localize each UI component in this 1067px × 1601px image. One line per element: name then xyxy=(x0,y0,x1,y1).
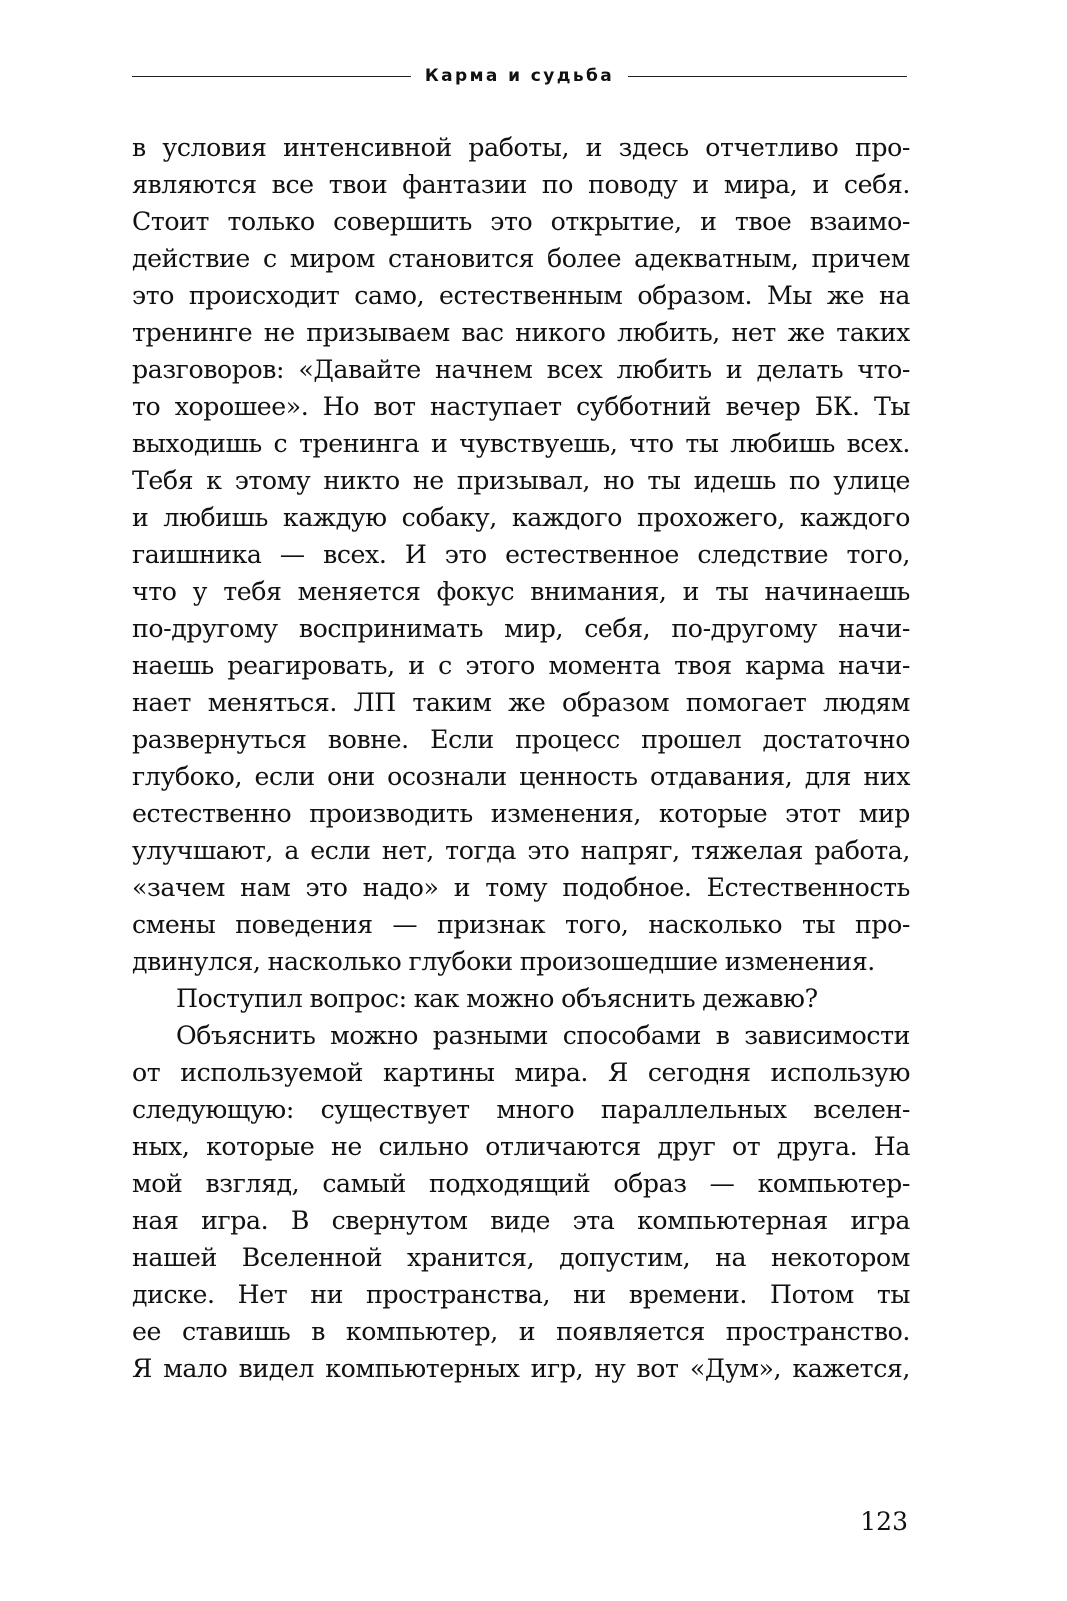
text-line: являются все твои фантазии по поводу и мира, и себя. xyxy=(132,170,910,199)
text-line: гаишника — всех. И это естественное следствие того, xyxy=(132,540,910,569)
text-line: от используемой картины мира. Я сегодня использую xyxy=(132,1058,910,1087)
text-line: нашей Вселенной хранится, допустим, на некотором xyxy=(132,1243,910,1272)
text-line: следующую: существует много параллельных вселен- xyxy=(132,1095,910,1124)
text-line: и любишь каждую собаку, каждого прохожего, каждого xyxy=(132,503,910,532)
text-line: ных, которые не сильно отличаются друг от друга. На xyxy=(132,1132,910,1161)
running-header xyxy=(132,62,907,90)
text-line: глубоко, если они осознали ценность отдавания, для них xyxy=(132,762,910,791)
text-line: это происходит само, естественным образом. Мы же на xyxy=(132,281,910,310)
text-line: развернуться вовне. Если процесс прошел достаточно xyxy=(132,725,910,754)
text-line: ее ставишь в компьютер, и появляется пространство. xyxy=(132,1317,910,1346)
text-line: Объяснить можно разными способами в зависимости xyxy=(176,1021,910,1050)
text-line: естественно производить изменения, которые этот мир xyxy=(132,799,910,828)
text-line: тренинге не призываем вас никого любить, нет же таких xyxy=(132,318,910,347)
text-line: действие с миром становится более адекватным, причем xyxy=(132,244,910,273)
text-line: в условия интенсивной работы, и здесь отчетливо про- xyxy=(132,133,910,162)
header-title: Карма и судьба xyxy=(424,66,615,86)
text-line: выходишь с тренинга и чувствуешь, что ты любишь всех. xyxy=(132,429,910,458)
text-line: ная игра. В свернутом виде эта компьютерная игра xyxy=(132,1206,910,1235)
page-number: 123 xyxy=(860,1507,908,1536)
text-line: разговоров: «Давайте начнем всех любить и делать что- xyxy=(132,355,910,384)
text-line: наешь реагировать, и с этого момента твоя карма начи- xyxy=(132,651,910,680)
text-line: по-другому воспринимать мир, себя, по-другому начи- xyxy=(132,614,910,643)
text-line: мой взгляд, самый подходящий образ — компьютер- xyxy=(132,1169,910,1198)
header-rule-left xyxy=(132,76,411,77)
text-line: «зачем нам это надо» и тому подобное. Естественность xyxy=(132,873,910,902)
text-line: двинулся, насколько глубоки произошедшие изменения. xyxy=(132,947,875,976)
text-line: нает меняться. ЛП таким же образом помогает людям xyxy=(132,688,910,717)
text-line: смены поведения — признак того, насколько ты про- xyxy=(132,910,910,939)
header-rule-right xyxy=(628,76,907,77)
text-line: Поступил вопрос: как можно объяснить дежавю? xyxy=(176,984,818,1013)
text-line: Стоит только совершить это открытие, и твое взаимо- xyxy=(132,207,910,236)
body-text xyxy=(132,129,910,1387)
text-line: Тебя к этому никто не призывал, но ты идешь по улице xyxy=(132,466,910,495)
text-line: что у тебя меняется фокус внимания, и ты начинаешь xyxy=(132,577,910,606)
text-line: то хорошее». Но вот наступает субботний вечер БК. Ты xyxy=(132,392,910,421)
text-line: улучшают, а если нет, тогда это напряг, тяжелая работа, xyxy=(132,836,910,865)
text-line: диске. Нет ни пространства, ни времени. Потом ты xyxy=(132,1280,910,1309)
text-line: Я мало видел компьютерных игр, ну вот «Дум», кажется, xyxy=(132,1354,910,1383)
